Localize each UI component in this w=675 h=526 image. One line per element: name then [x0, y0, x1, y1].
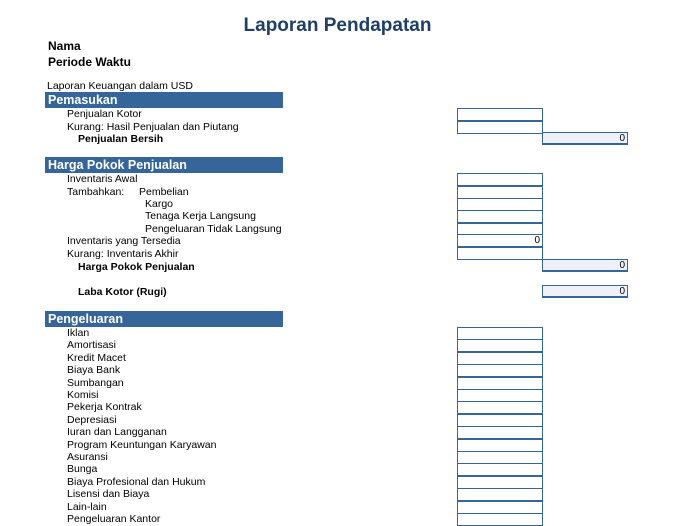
expense-item-input[interactable]	[457, 364, 543, 377]
expense-item-input[interactable]	[457, 377, 543, 390]
expense-item-input[interactable]	[457, 476, 543, 489]
ending-inventory-input[interactable]	[457, 247, 543, 260]
expense-item-label: Biaya Profesional dan Hukum	[67, 476, 206, 488]
expense-item-input[interactable]	[457, 426, 543, 439]
expense-item-input[interactable]	[457, 488, 543, 501]
expense-item-label: Bunga	[67, 463, 98, 475]
cogs-total: 0	[542, 259, 628, 272]
expense-item-label: Pengeluaran Kantor	[67, 513, 161, 525]
expense-item-label: Iklan	[67, 327, 90, 339]
expense-item-input[interactable]	[457, 327, 543, 340]
expense-item-label: Pekerja Kontrak	[67, 401, 142, 413]
name-label: Nama	[48, 39, 81, 53]
cogs-total-label: Harga Pokok Penjualan	[78, 261, 195, 273]
expenses-section-header: Pengeluaran	[45, 311, 283, 327]
expense-item-label: Program Keuntungan Karyawan	[67, 439, 217, 451]
page-title: Laporan Pendapatan	[243, 15, 432, 36]
gross-sales-input[interactable]	[457, 108, 543, 121]
ending-inventory-label: Kurang: Inventaris Akhir	[67, 248, 179, 260]
expense-item-input[interactable]	[457, 389, 543, 402]
beginning-inventory-label: Inventaris Awal	[67, 173, 138, 185]
gross-sales-label: Penjualan Kotor	[67, 108, 142, 120]
expense-item-input[interactable]	[457, 513, 543, 526]
add-label: Tambahkan:	[67, 186, 125, 198]
purchases-input[interactable]	[457, 186, 543, 199]
expense-item-label: Amortisasi	[67, 339, 117, 351]
expense-item-input[interactable]	[457, 439, 543, 452]
available-inventory-value: 0	[457, 234, 543, 247]
freight-label: Kargo	[145, 198, 174, 210]
less-returns-label: Kurang: Hasil Penjualan dan Piutang	[67, 121, 239, 133]
expense-item-label: Biaya Bank	[67, 364, 121, 376]
expense-item-label: Sumbangan	[67, 377, 124, 389]
expense-item-label: Iuran dan Langganan	[67, 426, 167, 438]
expense-item-input[interactable]	[457, 414, 543, 427]
direct-labor-label: Tenaga Kerja Langsung	[145, 210, 256, 222]
expense-item-label: Komisi	[67, 389, 99, 401]
direct-labor-input[interactable]	[457, 210, 543, 223]
expense-item-input[interactable]	[457, 339, 543, 352]
net-sales-total: 0	[542, 132, 628, 145]
expense-item-label: Asuransi	[67, 451, 108, 463]
income-section-header: Pemasukan	[45, 92, 283, 108]
available-inventory-label: Inventaris yang Tersedia	[67, 235, 181, 247]
gross-profit-total: 0	[542, 285, 628, 298]
expense-item-input[interactable]	[457, 401, 543, 414]
expense-item-label: Lain-lain	[67, 501, 107, 513]
indirect-expenses-label: Pengeluaran Tidak Langsung	[145, 223, 282, 235]
expense-item-input[interactable]	[457, 501, 543, 514]
period-label: Periode Waktu	[48, 55, 131, 69]
less-returns-input[interactable]	[457, 121, 543, 134]
cogs-section-header: Harga Pokok Penjualan	[45, 157, 283, 173]
expense-item-input[interactable]	[457, 451, 543, 464]
freight-input[interactable]	[457, 198, 543, 211]
expense-item-label: Kredit Macet	[67, 352, 126, 364]
net-sales-label: Penjualan Bersih	[78, 133, 164, 145]
purchases-label: Pembelian	[139, 186, 189, 198]
currency-note: Laporan Keuangan dalam USD	[47, 80, 193, 92]
expense-item-input[interactable]	[457, 352, 543, 365]
expense-item-input[interactable]	[457, 463, 543, 476]
gross-profit-label: Laba Kotor (Rugi)	[78, 286, 167, 298]
beginning-inventory-input[interactable]	[457, 173, 543, 186]
expense-item-label: Depresiasi	[67, 414, 117, 426]
expense-item-label: Lisensi dan Biaya	[67, 488, 150, 500]
